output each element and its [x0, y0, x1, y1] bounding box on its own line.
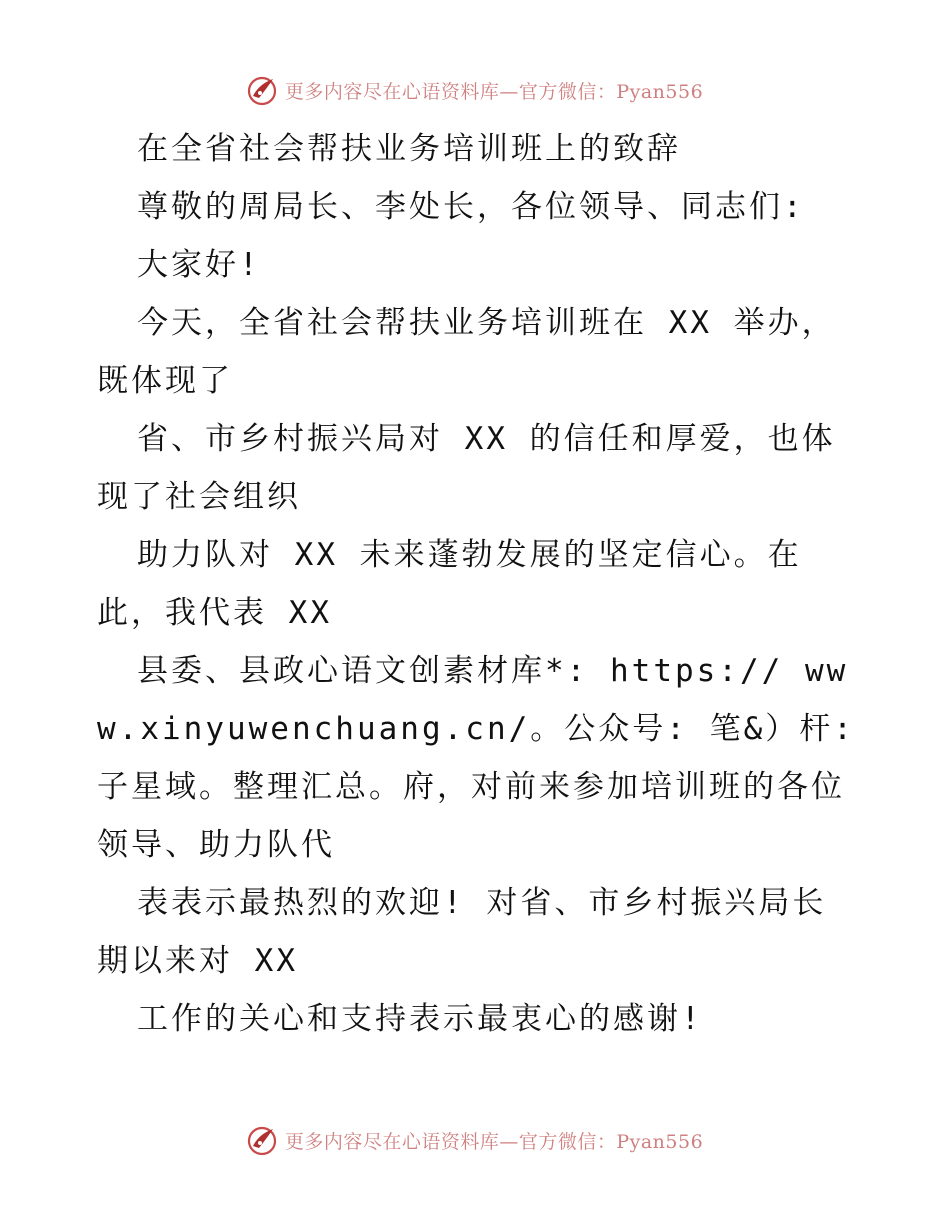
paragraph: 省、市乡村振兴局对 XX 的信任和厚爱，也体现了社会组织: [97, 421, 836, 515]
watermark-text: 更多内容尽在心语资料库—官方微信：Pyan556: [284, 1130, 704, 1153]
paragraph: 助力队对 XX 未来蓬勃发展的坚定信心。在此，我代表 XX: [97, 537, 802, 631]
pen-nib-logo-icon: [247, 74, 279, 106]
greeting: 大家好!: [137, 247, 261, 283]
document-title: 在全省社会帮扶业务培训班上的致辞: [137, 131, 681, 167]
document-body: [97, 120, 857, 1048]
paragraph: 表表示最热烈的欢迎! 对省、市乡村振兴局长期以来对 XX: [97, 885, 827, 979]
paragraph: 县委、县政心语文创素材库*: https:// www.xinyuwenchuang.cn/。公众号: 笔&）杆:子星域。整理汇总。府，对前来参加培训班的各位领导、助力队代: [97, 653, 855, 863]
pen-nib-logo-icon: [247, 1124, 279, 1156]
paragraph: 工作的关心和支持表示最衷心的感谢!: [137, 1001, 703, 1037]
watermark-text: 更多内容尽在心语资料库—官方微信：Pyan556: [284, 80, 704, 103]
salutation: 尊敬的周局长、李处长，各位领导、同志们:: [137, 189, 805, 225]
paragraph: 今天，全省社会帮扶业务培训班在 XX 举办，既体现了: [97, 305, 836, 399]
footer-watermark: [0, 1122, 950, 1158]
header-watermark: [0, 72, 950, 108]
